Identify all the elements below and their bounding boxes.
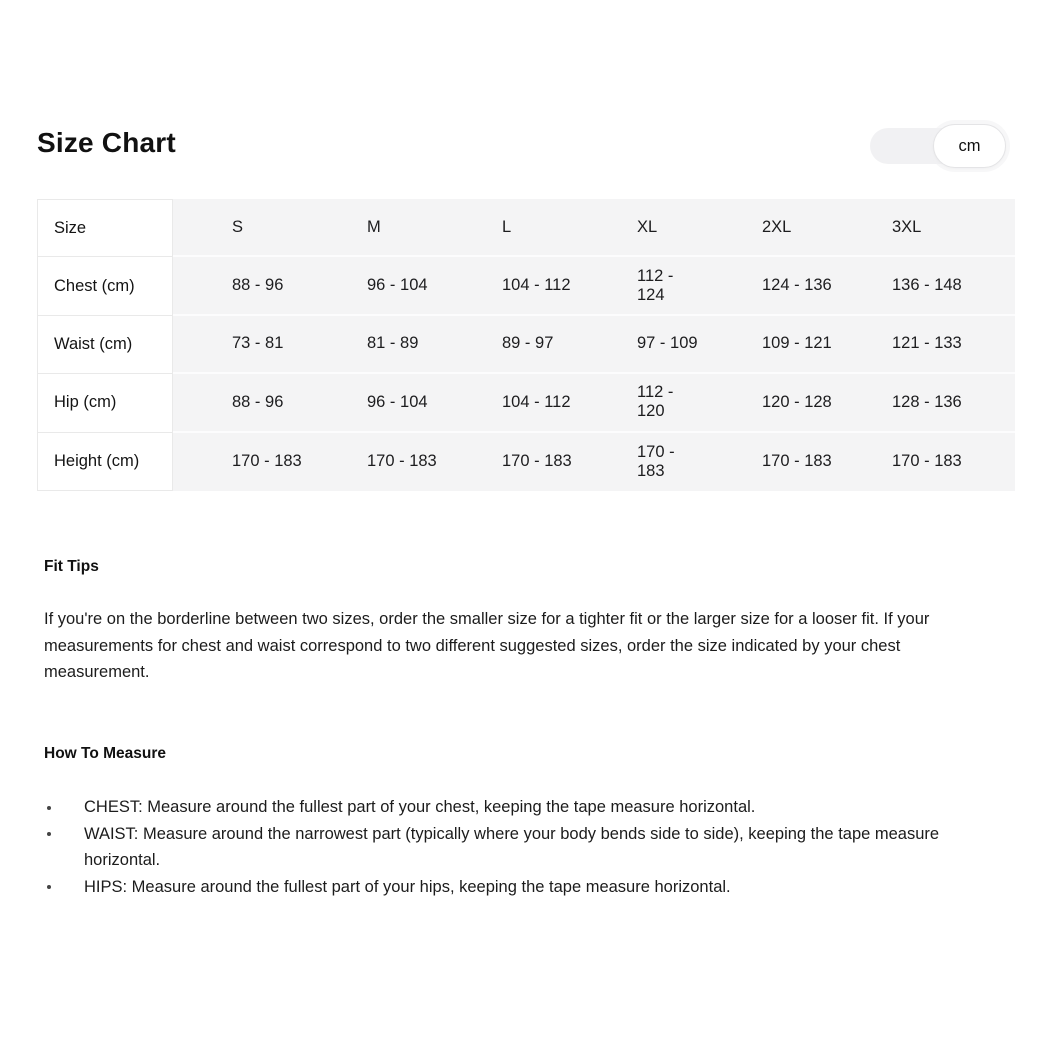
table-cell: 121 - 133 — [833, 316, 1015, 374]
fit-tips-heading: Fit Tips — [44, 558, 99, 575]
table-cell: 124 - 136 — [703, 257, 833, 315]
bullet-icon — [47, 806, 51, 810]
measure-item-waist: WAIST: Measure around the narrowest part (typically where your body bends side to side), keeping the tape measure horizontal. — [84, 824, 940, 870]
list-item — [44, 794, 1006, 821]
table-cell: 170 - 183 — [308, 433, 443, 491]
measure-item-chest: CHEST: Measure around the fullest part of your chest, keeping the tape measure horizontal. — [84, 798, 756, 816]
unit-toggle-selected-label: cm — [958, 136, 981, 155]
table-cell: 170 - 183 — [703, 433, 833, 491]
table-cell: 96 - 104 — [308, 374, 443, 432]
table-row-label-waist: Waist (cm) — [37, 316, 173, 374]
table-cell: 112 - 120 — [578, 374, 703, 432]
table-cell: 88 - 96 — [173, 374, 308, 432]
table-row-label-hip: Hip (cm) — [37, 374, 173, 432]
page-title: Size Chart — [37, 127, 176, 158]
table-cell: 88 - 96 — [173, 257, 308, 315]
table-col-header-3xl: 3XL — [833, 199, 1015, 257]
table-cell: 109 - 121 — [703, 316, 833, 374]
table-col-header-l: L — [443, 199, 578, 257]
table-cell: 170 - 183 — [578, 433, 703, 491]
table-cell: 170 - 183 — [833, 433, 1015, 491]
unit-toggle-knob[interactable] — [933, 124, 1006, 168]
how-to-measure-heading: How To Measure — [44, 745, 167, 762]
unit-toggle[interactable] — [870, 124, 1006, 168]
list-item — [44, 821, 1006, 874]
table-col-header-s: S — [173, 199, 308, 257]
list-item — [44, 874, 1006, 901]
table-cell: 128 - 136 — [833, 374, 1015, 432]
table-cell: 112 - 124 — [578, 257, 703, 315]
table-cell: 170 - 183 — [173, 433, 308, 491]
size-table — [37, 199, 1015, 491]
table-cell: 97 - 109 — [578, 316, 703, 374]
table-cell: 73 - 81 — [173, 316, 308, 374]
table-cell: 170 - 183 — [443, 433, 578, 491]
table-row-label-height: Height (cm) — [37, 433, 173, 491]
table-row-label-chest: Chest (cm) — [37, 257, 173, 315]
table-cell: 136 - 148 — [833, 257, 1015, 315]
bullet-icon — [47, 832, 51, 836]
table-cell: 104 - 112 — [443, 374, 578, 432]
how-to-measure-list — [44, 794, 1006, 900]
table-col-header-2xl: 2XL — [703, 199, 833, 257]
table-cell: 81 - 89 — [308, 316, 443, 374]
table-cell: 120 - 128 — [703, 374, 833, 432]
measure-item-hips: HIPS: Measure around the fullest part of your hips, keeping the tape measure horizontal. — [84, 877, 731, 896]
bullet-icon — [47, 885, 51, 889]
table-cell: 89 - 97 — [443, 316, 578, 374]
fit-tips-body: If you're on the borderline between two sizes, order the smaller size for a tighter fit or the larger size for a looser fit. If your measurements for chest and waist correspond to two different suggested sizes, order the size indicated by your chest measurement. — [44, 610, 930, 682]
table-col-header-m: M — [308, 199, 443, 257]
table-col-header-xl: XL — [578, 199, 703, 257]
table-corner-header: Size — [37, 199, 173, 257]
table-cell: 96 - 104 — [308, 257, 443, 315]
table-cell: 104 - 112 — [443, 257, 578, 315]
